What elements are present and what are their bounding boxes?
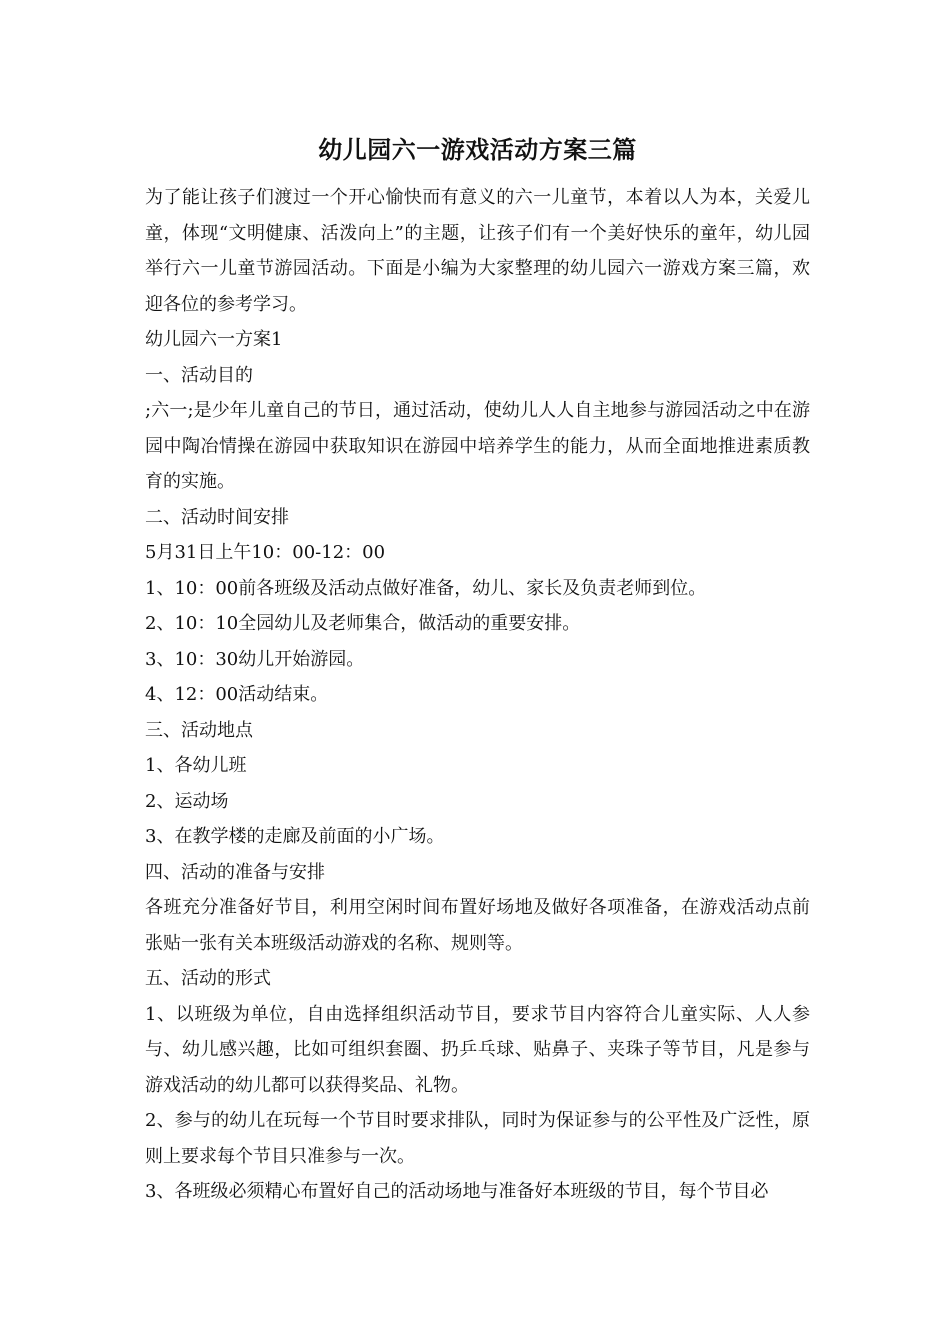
format-item-3: 3、各班级必须精心布置好自己的活动场地与准备好本班级的节目，每个节目必	[145, 1181, 769, 1202]
document-title: 幼儿园六一游戏活动方案三篇	[318, 135, 637, 164]
paragraph-schedule-date: 5月31日上午10：00-12：00	[145, 542, 386, 563]
section-heading-schedule: 二、活动时间安排	[145, 506, 289, 528]
schedule-item-1: 1、10：00前各班级及活动点做好准备，幼儿、家长及负责老师到位。	[145, 577, 707, 599]
section-heading-format: 五、活动的形式	[145, 968, 271, 989]
location-item-1: 1、各幼儿班	[145, 755, 247, 776]
document-page	[145, 128, 810, 1210]
format-item-2: 2、参与的幼儿在玩每一个节目时要求排队，同时为保证参与的公平性及广泛性，原则上要求每个节目只准参与一次。	[145, 1110, 810, 1167]
location-item-2: 2、运动场	[145, 790, 229, 812]
section-heading-preparation: 四、活动的准备与安排	[145, 861, 325, 883]
section-heading-location: 三、活动地点	[145, 719, 253, 741]
schedule-item-4: 4、12：00活动结束。	[145, 684, 329, 705]
paragraph-plan-1-heading: 幼儿园六一方案1	[145, 329, 283, 350]
schedule-item-3: 3、10：30幼儿开始游园。	[145, 648, 365, 670]
schedule-item-2: 2、10：10全园幼儿及老师集合，做活动的重要安排。	[145, 613, 581, 634]
section-heading-purpose: 一、活动目的	[145, 364, 253, 386]
location-item-3: 3、在教学楼的走廊及前面的小广场。	[145, 826, 445, 847]
paragraph-intro: 为了能让孩子们渡过一个开心愉快而有意义的六一儿童节，本着以人为本，关爱儿童，体现“文明健康、活泼向上”的主题，让孩子们有一个美好快乐的童年，幼儿园举行六一儿童节游园活动。下面是小编为大家整理的幼儿园六一游戏方案三篇，欢迎各位的参考学习。	[145, 187, 810, 315]
format-item-1: 1、以班级为单位，自由选择组织活动节目，要求节目内容符合儿童实际、人人参与、幼儿感兴趣，比如可组织套圈、扔乒乓球、贴鼻子、夹珠子等节目，凡是参与游戏活动的幼儿都可以获得奖品、礼物。	[145, 1003, 810, 1096]
paragraph-purpose: ;六一;是少年儿童自己的节日，通过活动，使幼儿人人自主地参与游园活动之中在游园中陶冶情操在游园中获取知识在游园中培养学生的能力，从而全面地推进素质教育的实施。	[145, 400, 811, 492]
paragraph-preparation: 各班充分准备好节目，利用空闲时间布置好场地及做好各项准备，在游戏活动点前张贴一张有关本班级活动游戏的名称、规则等。	[145, 897, 810, 954]
